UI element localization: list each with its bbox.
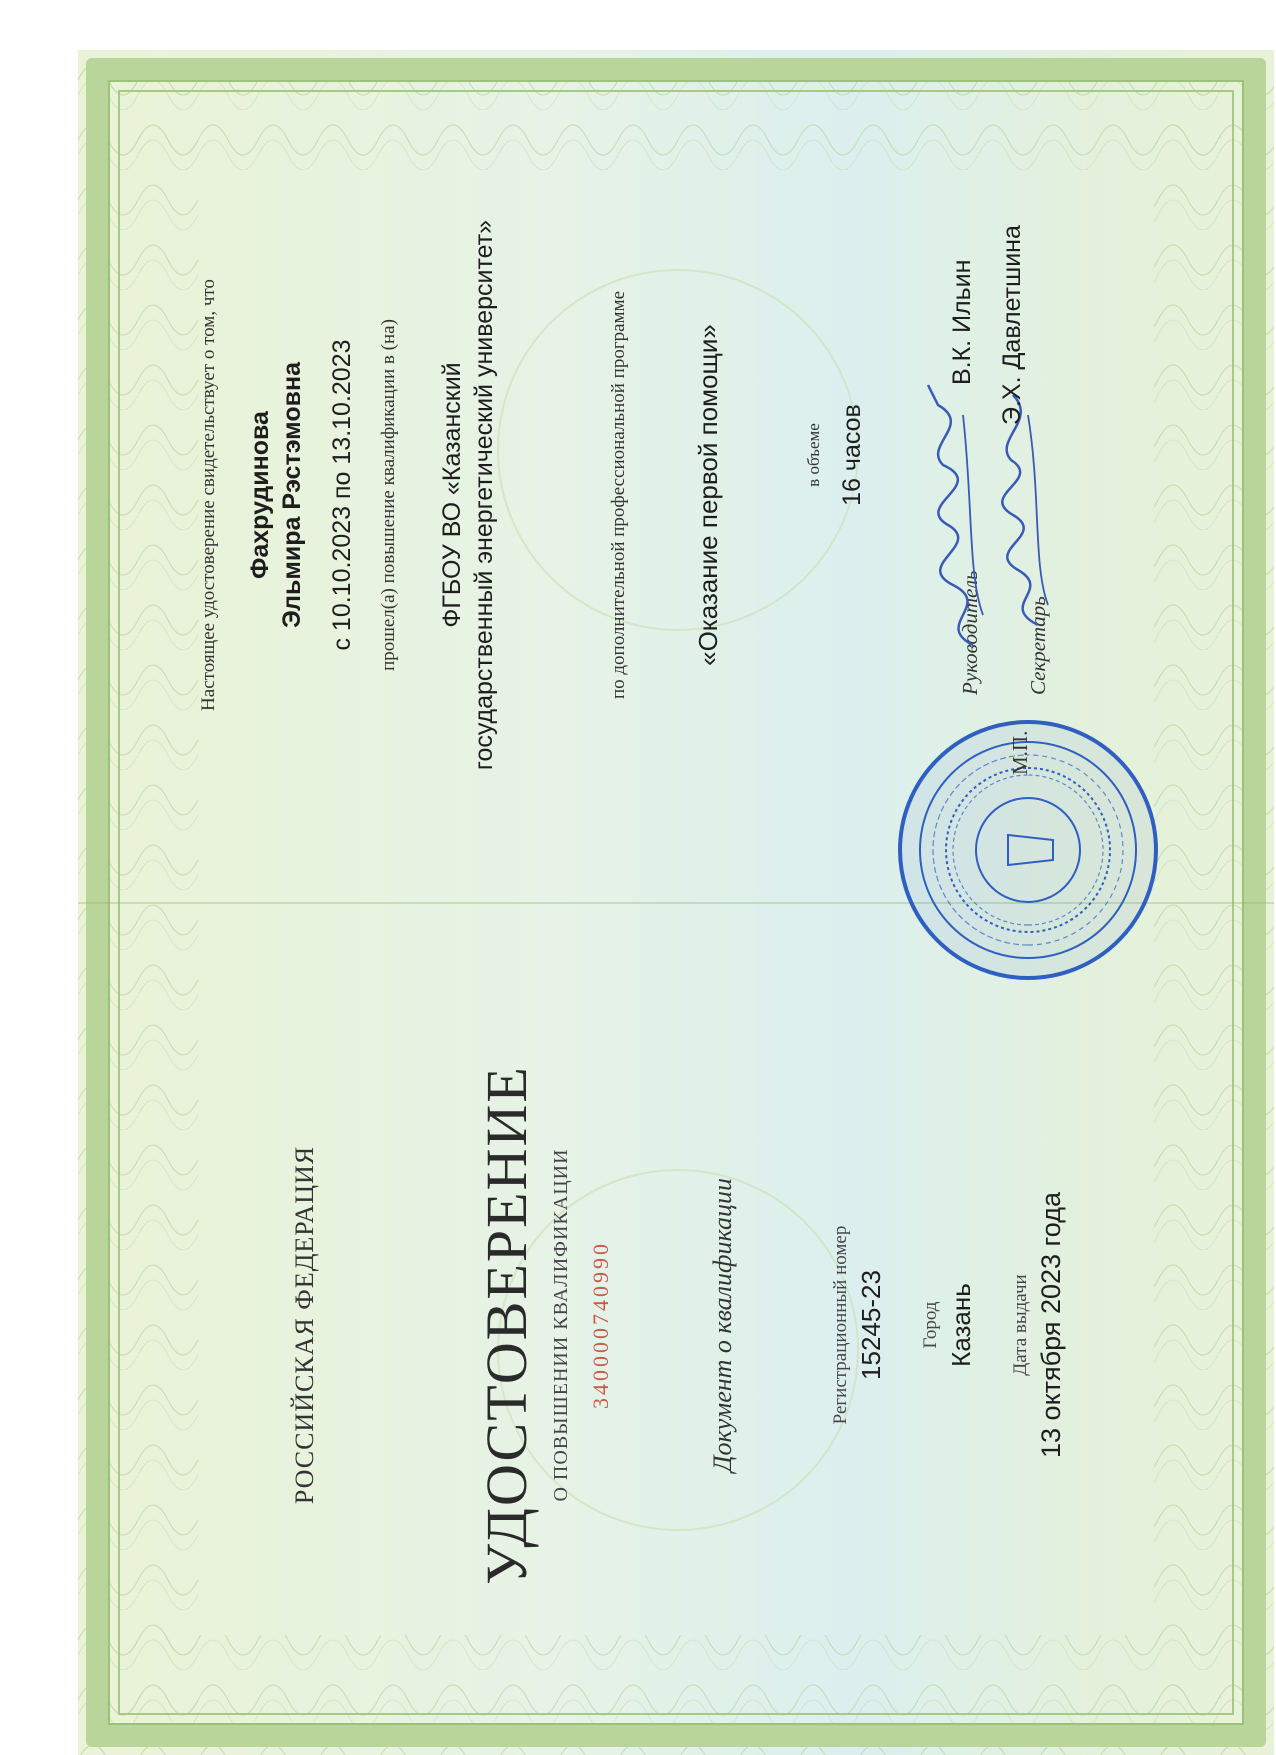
issue-date-value: 13 октября 2023 года xyxy=(1036,1192,1066,1458)
volume-label: в объеме xyxy=(804,423,823,487)
secretary-role: Секретарь xyxy=(1026,596,1050,695)
certificate-content xyxy=(78,50,1274,1755)
city-label: Город xyxy=(920,1301,941,1349)
country-label: РОССИЙСКАЯ ФЕДЕРАЦИЯ xyxy=(290,1145,319,1505)
certificate-sheet xyxy=(78,50,1274,1755)
training-period: с 10.10.2023 по 13.10.2023 xyxy=(328,339,356,651)
document-type: Документ о квалификации xyxy=(708,1178,737,1472)
certificate-title: УДОСТОВЕРЕНИЕ xyxy=(474,1065,539,1585)
registration-number: 15245-23 xyxy=(856,1270,886,1380)
organization-line-1: ФГБОУ ВО «Казанский xyxy=(438,362,466,628)
certificate-number: 340000740990 xyxy=(588,1241,613,1409)
head-name: В.К. Ильин xyxy=(948,259,976,385)
city-value: Казань xyxy=(946,1283,976,1367)
program-label: по дополнительной профессиональной программе xyxy=(608,290,629,700)
volume-value: 16 часов xyxy=(838,404,866,506)
organization-line-2: государственный энергетический университет» xyxy=(470,219,498,771)
holder-surname: Фахрудинова xyxy=(246,411,274,579)
secretary-name: Э.Х. Давлетшина xyxy=(998,225,1026,425)
holder-given-names: Эльмира Рэстэмовна xyxy=(278,362,306,628)
intro-text: Настоящее удостоверение свидетельствует о том, что xyxy=(198,279,219,711)
head-role: Руководитель xyxy=(958,570,982,695)
registration-label: Регистрационный номер xyxy=(830,1225,851,1425)
passed-text: прошел(а) повышение квалификации в (на) xyxy=(378,319,399,671)
seal-mark: М.П. xyxy=(1008,730,1032,775)
issue-date-label: Дата выдачи xyxy=(1010,1274,1031,1376)
certificate-subtitle: О ПОВЫШЕНИИ КВАЛИФИКАЦИИ xyxy=(550,1148,572,1502)
program-name: «Оказание первой помощи» xyxy=(693,324,723,666)
